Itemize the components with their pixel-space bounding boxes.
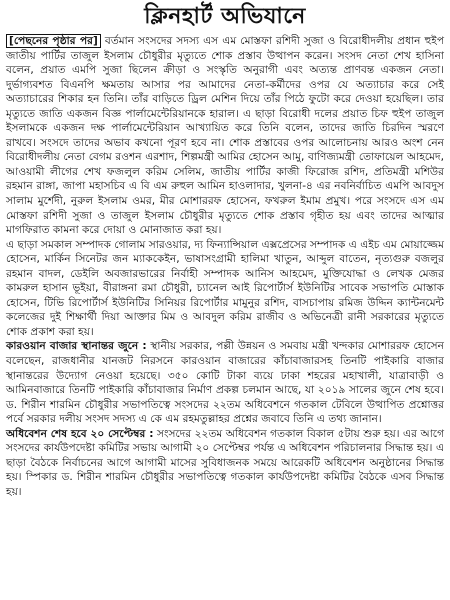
subhead-session-end: অধিবেশন শেষ হবে ২০ সেপ্টেম্বর :: [6, 427, 154, 440]
subhead-karwan-bazar: কারওয়ান বাজার স্থানান্তর জুনে :: [6, 340, 147, 353]
paragraph-1: [6, 34, 444, 238]
paragraph-3-text: স্থানীয় সরকার, পল্লী উন্নয়ন ও সমবায় মন্ত্রী খন্দকার মোশাররফ হোসেন বলেছেন, রাজধানীর যানজট নিরসনে কারওয়ান বাজারের কাঁচাবাজারসহ তিনটি পাইকারি বাজার স্থানান্তরের উদ্যোগ নেওয়া হয়েছে। ৩৫০ কোটি টাকা ব্যয়ে ঢাকা শহরের মহাখালী, যাত্রাবাড়ী ও আমিনবাজারে তিনটি পাইকারি কাঁচাবাজার নির্মাণ প্রকল্প চলমান আছে, যা ২০১৯ সালের জুনে শেষ হবে। ড. শিরীন শারমিন চৌধুরীর সভাপতিত্বে সংসদের ২২তম অধিবেশনে গতকাল টেবিলে উত্থাপিত প্রশ্নোত্তর পর্বে সরকার দলীয় সংসদ সদস্য এ কে এম রহমতুল্লাহর প্রশ্নের জবাবে তিনি এ তথ্য জানান।: [6, 340, 444, 426]
continuation-label: [পেছনের পৃষ্ঠার পর]: [6, 34, 101, 48]
paragraph-4-text: সংসদের ২২তম অধিবেশন গতকাল বিকাল ৫টায় শুরু হয়। এর আগে সংসদের কার্যউপদেষ্টা কমিটির সভায় আগামী ২০ সেপ্টেম্বর পর্যন্ত এ অধিবেশন পরিচালনার সিদ্ধান্ত হয়। এ ছাড়া বৈঠকে নির্বাচনের আগে আগামী মাসের সুবিধাজনক সময়ে আরেকটি অধিবেশন অনুষ্ঠানের সিদ্ধান্ত হয়। স্পিকার ড. শিরীন শারমিন চৌধুরীর সভাপতিত্বে গতকাল কার্যউপদেষ্টা কমিটির বৈঠকে এসব সিদ্ধান্ত হয়।: [6, 427, 445, 498]
paragraph-1-text: বর্তমান সংসদের সদস্য এস এম মোস্তফা রশিদী সুজা ও বিরোধীদলীয় প্রধান হুইপ জাতীয় পার্টির তাজুল ইসলাম চৌধুরীর মৃত্যুতে শোক প্রস্তাব উত্থাপন করেন। সংসদ নেতা শেখ হাসিনা বলেন, প্রয়াত এমপি সুজা ছিলেন ক্রীড়া ও সংস্কৃতি অনুরাগী এবং অত্যন্ত প্রাণবন্ত একজন নেতা। দুর্ভাগ্যবশত বিএনপি ক্ষমতায় আসার পর আমাদের নেতা-কর্মীদের ওপর যে অত্যাচার করে সেই অত্যাচারের শিকার হন তিনি। তাঁর বাড়িতে ড্রিল মেশিন দিয়ে তাঁর পিঠে ফুটো করে দেওয়া হয়েছিল। তার মৃত্যুতে জাতি একজন বিজ্ঞ পার্লামেন্টেরিয়ানকে হারাল। এ ছাড়া বিরোধী দলের প্রয়াত চিফ হুইপ তাজুল ইসলামকে একজন দক্ষ পার্লামেন্টেরিয়ান আখ্যায়িত করে তিনি বলেন, তাদের জাতি চিরদিন স্মরণে রাখবে। সংসদে তাদের অভাব কখনো পূরণ হবে না। শোক প্রস্তাবের ওপর আলোচনায় আরও অংশ নেন বিরোধীদলীয় নেতা বেগম রওশন এরশাদ, শিল্পমন্ত্রী আমির হোসেন আমু, বাণিজ্যমন্ত্রী তোফায়েল আহমেদ, আওয়ামী লীগের শেখ ফজলুল করিম সেলিম, জাতীয় পার্টির কাজী ফিরোজ রশিদ, প্রতিমন্ত্রী মশিউর রহমান রাঙ্গা, জাপা মহাসচিব এ বি এম রুহুল আমিন হাওলাদার, খুলনা-৪ এর নবনির্বাচিত এমপি আবদুস সালাম মুর্শেদী, নুরুল ইসলাম ওমর, মীর মোশাররফ হোসেন, ফখরুল ইমাম প্রমুখ। পরে সংসদে এস এম মোস্তফা রশিদী সুজা ও তাজুল ইসলাম চৌধুরীর মৃত্যুতে শোক প্রস্তাব গৃহীত হয় এবং তাদের আত্মার মাগফিরাত কামনা করে দোয়া ও মোনাজাত করা হয়।: [6, 35, 445, 237]
article-body: [6, 34, 444, 500]
paragraph-3: [6, 339, 444, 426]
paragraph-2: [6, 238, 444, 340]
paragraph-2-text: এ ছাড়া সমকাল সম্পাদক গোলাম সারওয়ার, দ্য ফিন্যান্সিয়াল এক্সপ্রেসের সম্পাদক এ এইচ এম মোয়াজ্জেম হোসেন, মার্কিন সিনেটর জন ম্যাককেইন, ভাষাসংগ্রামী হালিমা খাতুন, আব্দুল বাতেন, নৃত্যগুরু বজলুর রহমান বাদল, ডেইলি অবজারভারের নির্বাহী সম্পাদক আনিস আহমেদ, মুক্তিযোদ্ধা ও লেখক মেজর কামরুল হাসান ভূইয়া, বীরাঙ্গনা রমা চৌধুরী, চ্যানেল আই রিপোর্টার্স ইউনিটির সাবেক সভাপতি মোস্তাক হোসেন, টিভি রিপোর্টার্স ইউনিটির সিনিয়র রিপোর্টার মামুনুর রশিদ, বাসচাপায় রমিজ উদ্দিন ক্যান্টনমেন্ট কলেজের দুই শিক্ষার্থী দিয়া আক্তার মিম ও আবদুল করিম রাজীব ও অভিনেত্রী রানী সরকারের মৃত্যুতে শোক প্রকাশ করা হয়।: [6, 238, 444, 338]
paragraph-4: [6, 427, 444, 500]
headline: ক্লিনহার্ট অভিযানে: [144, 4, 306, 29]
